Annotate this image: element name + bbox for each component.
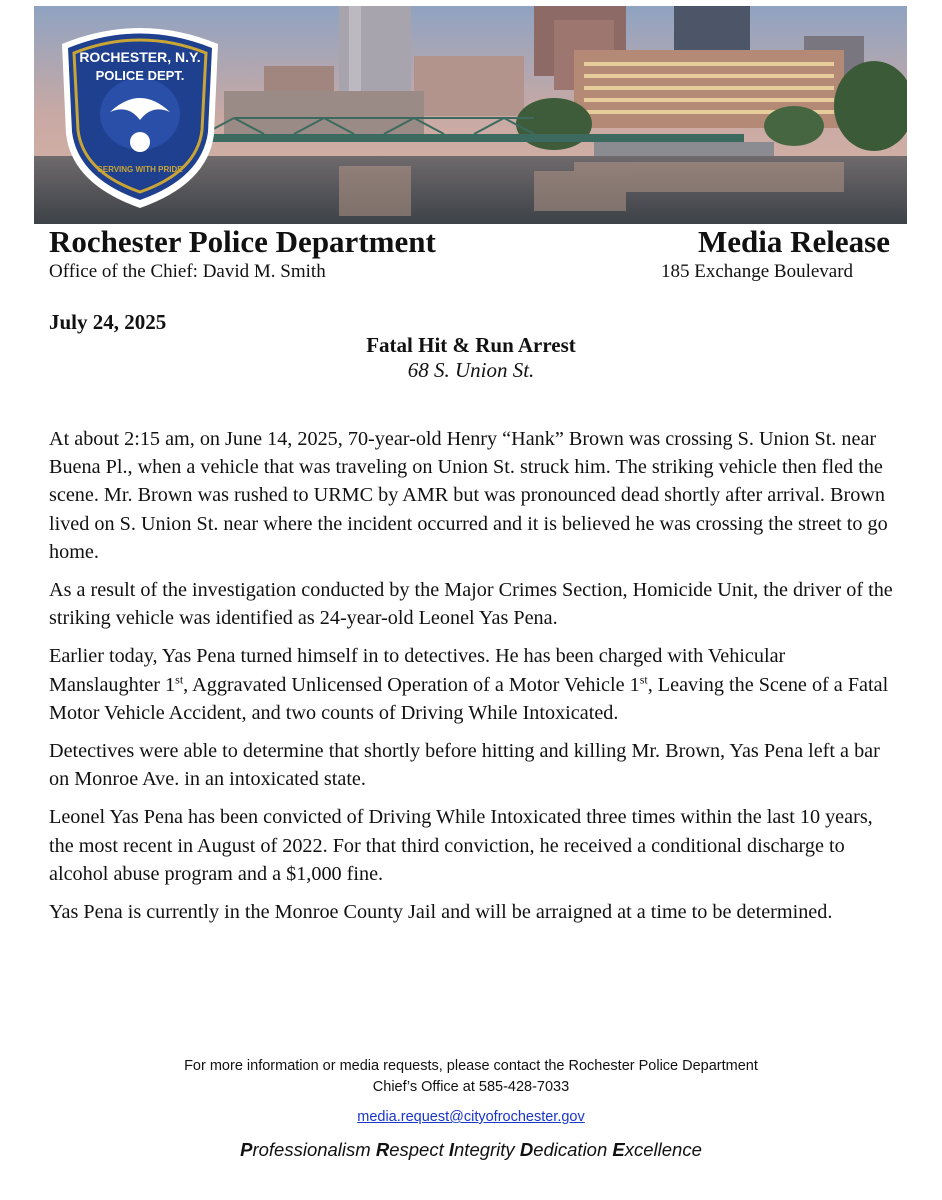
motto-initial: D <box>519 1139 534 1160</box>
body-paragraph-1: At about 2:15 am, on June 14, 2025, 70-year-old Henry “Hank” Brown was crossing S. Union St. near Buena Pl., when a vehicle that was traveling on Union St. struck him. The striking vehicle then fled the scene. Mr. Brown was rushed to URMC by AMR but was pronounced dead shortly after arrival. Brown lived on S. Union St. near where the incident occurred and it is believed he was crossing the street to go home. <box>49 428 888 563</box>
body-paragraph-6: Yas Pena is currently in the Monroe County Jail and will be arraigned at a time to be determined. <box>49 901 833 924</box>
motto-initial: P <box>240 1139 253 1160</box>
office-of-chief: Office of the Chief: David M. Smith <box>49 261 326 282</box>
department-address: 185 Exchange Boulevard <box>661 261 854 282</box>
department-name: Rochester Police Department <box>49 224 436 259</box>
release-body <box>49 425 899 936</box>
paragraph-3-text-b: , Aggravated Unlicensed Operation of a Motor Vehicle 1 <box>183 673 640 696</box>
body-paragraph-2: As a result of the investigation conducted by the Major Crimes Section, Homicide Unit, the driver of the striking vehicle was identified as 24-year-old Leonel Yas Pena. <box>49 579 893 630</box>
motto-word-rest: espect <box>389 1139 444 1160</box>
svg-text:ROCHESTER, N.Y.: ROCHESTER, N.Y. <box>79 49 201 65</box>
contact-email <box>0 1109 942 1125</box>
paragraph-3-text-c: , Leaving the Scene of a Fatal Motor Vehicle Accident, and two counts of Driving While Intoxicated. <box>49 673 889 724</box>
motto-word-rest: edication <box>533 1139 608 1160</box>
department-motto <box>0 1139 942 1161</box>
body-paragraph-5: Leonel Yas Pena has been convicted of Driving While Intoxicated three times within the last 10 years, the most recent in August of 2022. For that third conviction, he received a conditional discharge to alcohol abuse program and a $1,000 fine. <box>49 806 873 885</box>
ordinal-superscript: st <box>639 671 648 686</box>
svg-text:SERVING WITH PRIDE: SERVING WITH PRIDE <box>97 165 183 174</box>
release-date: July 24, 2025 <box>49 310 167 334</box>
incident-location: 68 S. Union St. <box>407 358 535 382</box>
header-banner <box>34 6 907 224</box>
motto-initial: E <box>612 1139 625 1160</box>
motto-word-rest: xcellence <box>624 1139 702 1160</box>
city-skyline-image <box>34 6 907 224</box>
motto-word-rest: rofessionalism <box>252 1139 371 1160</box>
body-paragraph-4: Detectives were able to determine that shortly before hitting and killing Mr. Brown, Yas Pena left a bar on Monroe Ave. in an intoxicated state. <box>49 740 880 791</box>
motto-initial: I <box>448 1139 455 1160</box>
body-paragraph-3 <box>49 642 899 727</box>
paragraph-3-text-a: Earlier today, Yas Pena turned himself in to detectives. He has been charged with Vehicular Manslaughter 1 <box>49 645 786 696</box>
contact-line-2: Chief’s Office at 585-428-7033 <box>372 1079 570 1095</box>
svg-text:POLICE DEPT.: POLICE DEPT. <box>95 68 185 83</box>
release-type-title: Media Release <box>698 224 890 259</box>
motto-word-rest: ntegrity <box>454 1139 515 1160</box>
contact-line-1: For more information or media requests, please contact the Rochester Police Department <box>184 1058 758 1074</box>
email-link[interactable]: media.request@cityofrochester.gov <box>357 1109 585 1125</box>
release-headline: Fatal Hit & Run Arrest <box>366 333 576 357</box>
motto-initial: R <box>375 1139 390 1160</box>
ordinal-superscript: st <box>175 671 184 686</box>
